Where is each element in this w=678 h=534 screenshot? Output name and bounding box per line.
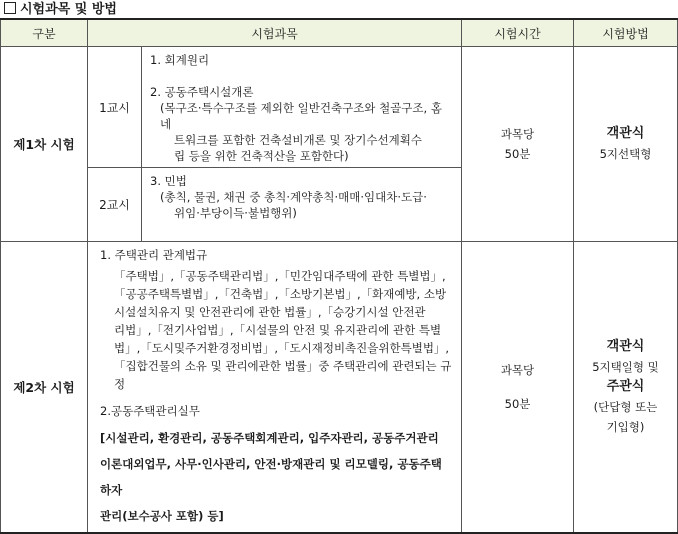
exam1-time — [462, 47, 574, 242]
subject-accounting: 1. 회계원리 — [150, 53, 210, 67]
header-method: 시험방법 — [574, 19, 678, 47]
housing-law-line-4: 리법」,「전기사업법」,「시설물의 안전 및 유지관리에 관한 특별 — [114, 323, 442, 337]
header-time: 시험시간 — [462, 19, 574, 47]
exam2-time-line1: 과목당 — [500, 363, 535, 377]
exam2-subjects — [88, 242, 462, 534]
subject-housing-practice: 2.공동주택관리실무 — [100, 404, 200, 418]
exam1-method-type: 객관식 — [606, 126, 645, 141]
housing-law-line-5: 법」,「도시및주거환경정비법」,「도시재정비촉진을위한특별법」, — [114, 341, 450, 355]
exam2-method-type2: 주관식 — [606, 379, 645, 394]
exam1-label: 제1차 시험 — [1, 47, 88, 242]
exam2-method-type1: 객관식 — [606, 339, 645, 354]
housing-law-line-1: 「주택법」,「공동주택관리법」,「민간임대주택에 관한 특별법」, — [114, 269, 446, 283]
housing-practice-list — [100, 425, 453, 529]
exam2-label: 제2차 시험 — [1, 242, 88, 534]
housing-practice-line-3: 관리(보수공사 포함) 등] — [100, 509, 224, 523]
exam1-time-line2: 50분 — [504, 147, 531, 161]
header-row — [1, 19, 678, 47]
exam1-time-line1: 과목당 — [500, 127, 535, 141]
exam2-method-detail2: (단답형 또는 — [593, 400, 658, 414]
subject-housing-facilities: 2. 공동주택시설개론 — [150, 85, 254, 99]
exam1-period1-label: 1교시 — [88, 47, 142, 168]
subject-housing-facilities-desc-2: 트워크를 포함한 건축설비개론 및 장기수선계획수 — [174, 133, 422, 147]
section-title — [4, 1, 117, 19]
housing-law-line-2: 「공공주택특별법」,「건축법」,「소방기본법」,「화재예방, 소방 — [114, 287, 447, 301]
exam2-time-line2: 50분 — [504, 397, 531, 411]
subject-housing-facilities-desc-1: (목구조·특수구조를 제외한 일반건축구조와 철골구조, 홈 네 — [160, 101, 442, 131]
exam1-method — [574, 47, 678, 242]
exam2-time — [462, 242, 574, 534]
exam1-row-period1 — [1, 47, 678, 168]
exam1-period2-label: 2교시 — [88, 168, 142, 242]
exam2-method — [574, 242, 678, 534]
checkbox-square-icon — [4, 2, 16, 14]
subject-civil-law-desc-2: 위임·부당이득·불법행위) — [174, 206, 297, 220]
exam-table — [0, 18, 678, 534]
housing-law-line-6: 「집합건물의 소유 및 관리에관한 법률」중 주택관리에 관련되는 규정 — [114, 359, 452, 391]
subject-housing-facilities-desc-3: 립 등을 위한 건축적산을 포함한다) — [174, 149, 349, 163]
exam2-method-detail1: 5지택일형 및 — [592, 360, 659, 374]
subject-civil-law-desc-1: (총칙, 물권, 채권 중 총칙·계약총칙·매매·임대차·도급· — [160, 190, 427, 204]
housing-law-line-3: 시설설치유지 및 안전관리에 관한 법률」,「승강기시설 안전관 — [114, 305, 426, 319]
header-subjects: 시험과목 — [88, 19, 462, 47]
exam1-period2-subjects — [142, 168, 462, 242]
exam2-method-detail3: 기입형) — [606, 420, 645, 434]
exam1-method-detail: 5지선택형 — [599, 147, 652, 161]
exam1-period1-subjects — [142, 47, 462, 168]
header-category: 구분 — [1, 19, 88, 47]
housing-practice-line-1: [시설관리, 환경관리, 공동주택회계관리, 입주자관리, 공동주거관리 — [100, 431, 439, 445]
subject-civil-law: 3. 민법 — [150, 174, 187, 188]
subject-housing-law: 1. 주택관리 관계법규 — [100, 248, 208, 262]
housing-law-list — [100, 267, 453, 393]
exam2-row — [1, 242, 678, 534]
housing-practice-line-2: 이론대외업무, 사무·인사관리, 안전·방재관리 및 리모델링, 공동주택 하자 — [100, 457, 442, 497]
section-title-text: 시험과목 및 방법 — [20, 2, 117, 17]
